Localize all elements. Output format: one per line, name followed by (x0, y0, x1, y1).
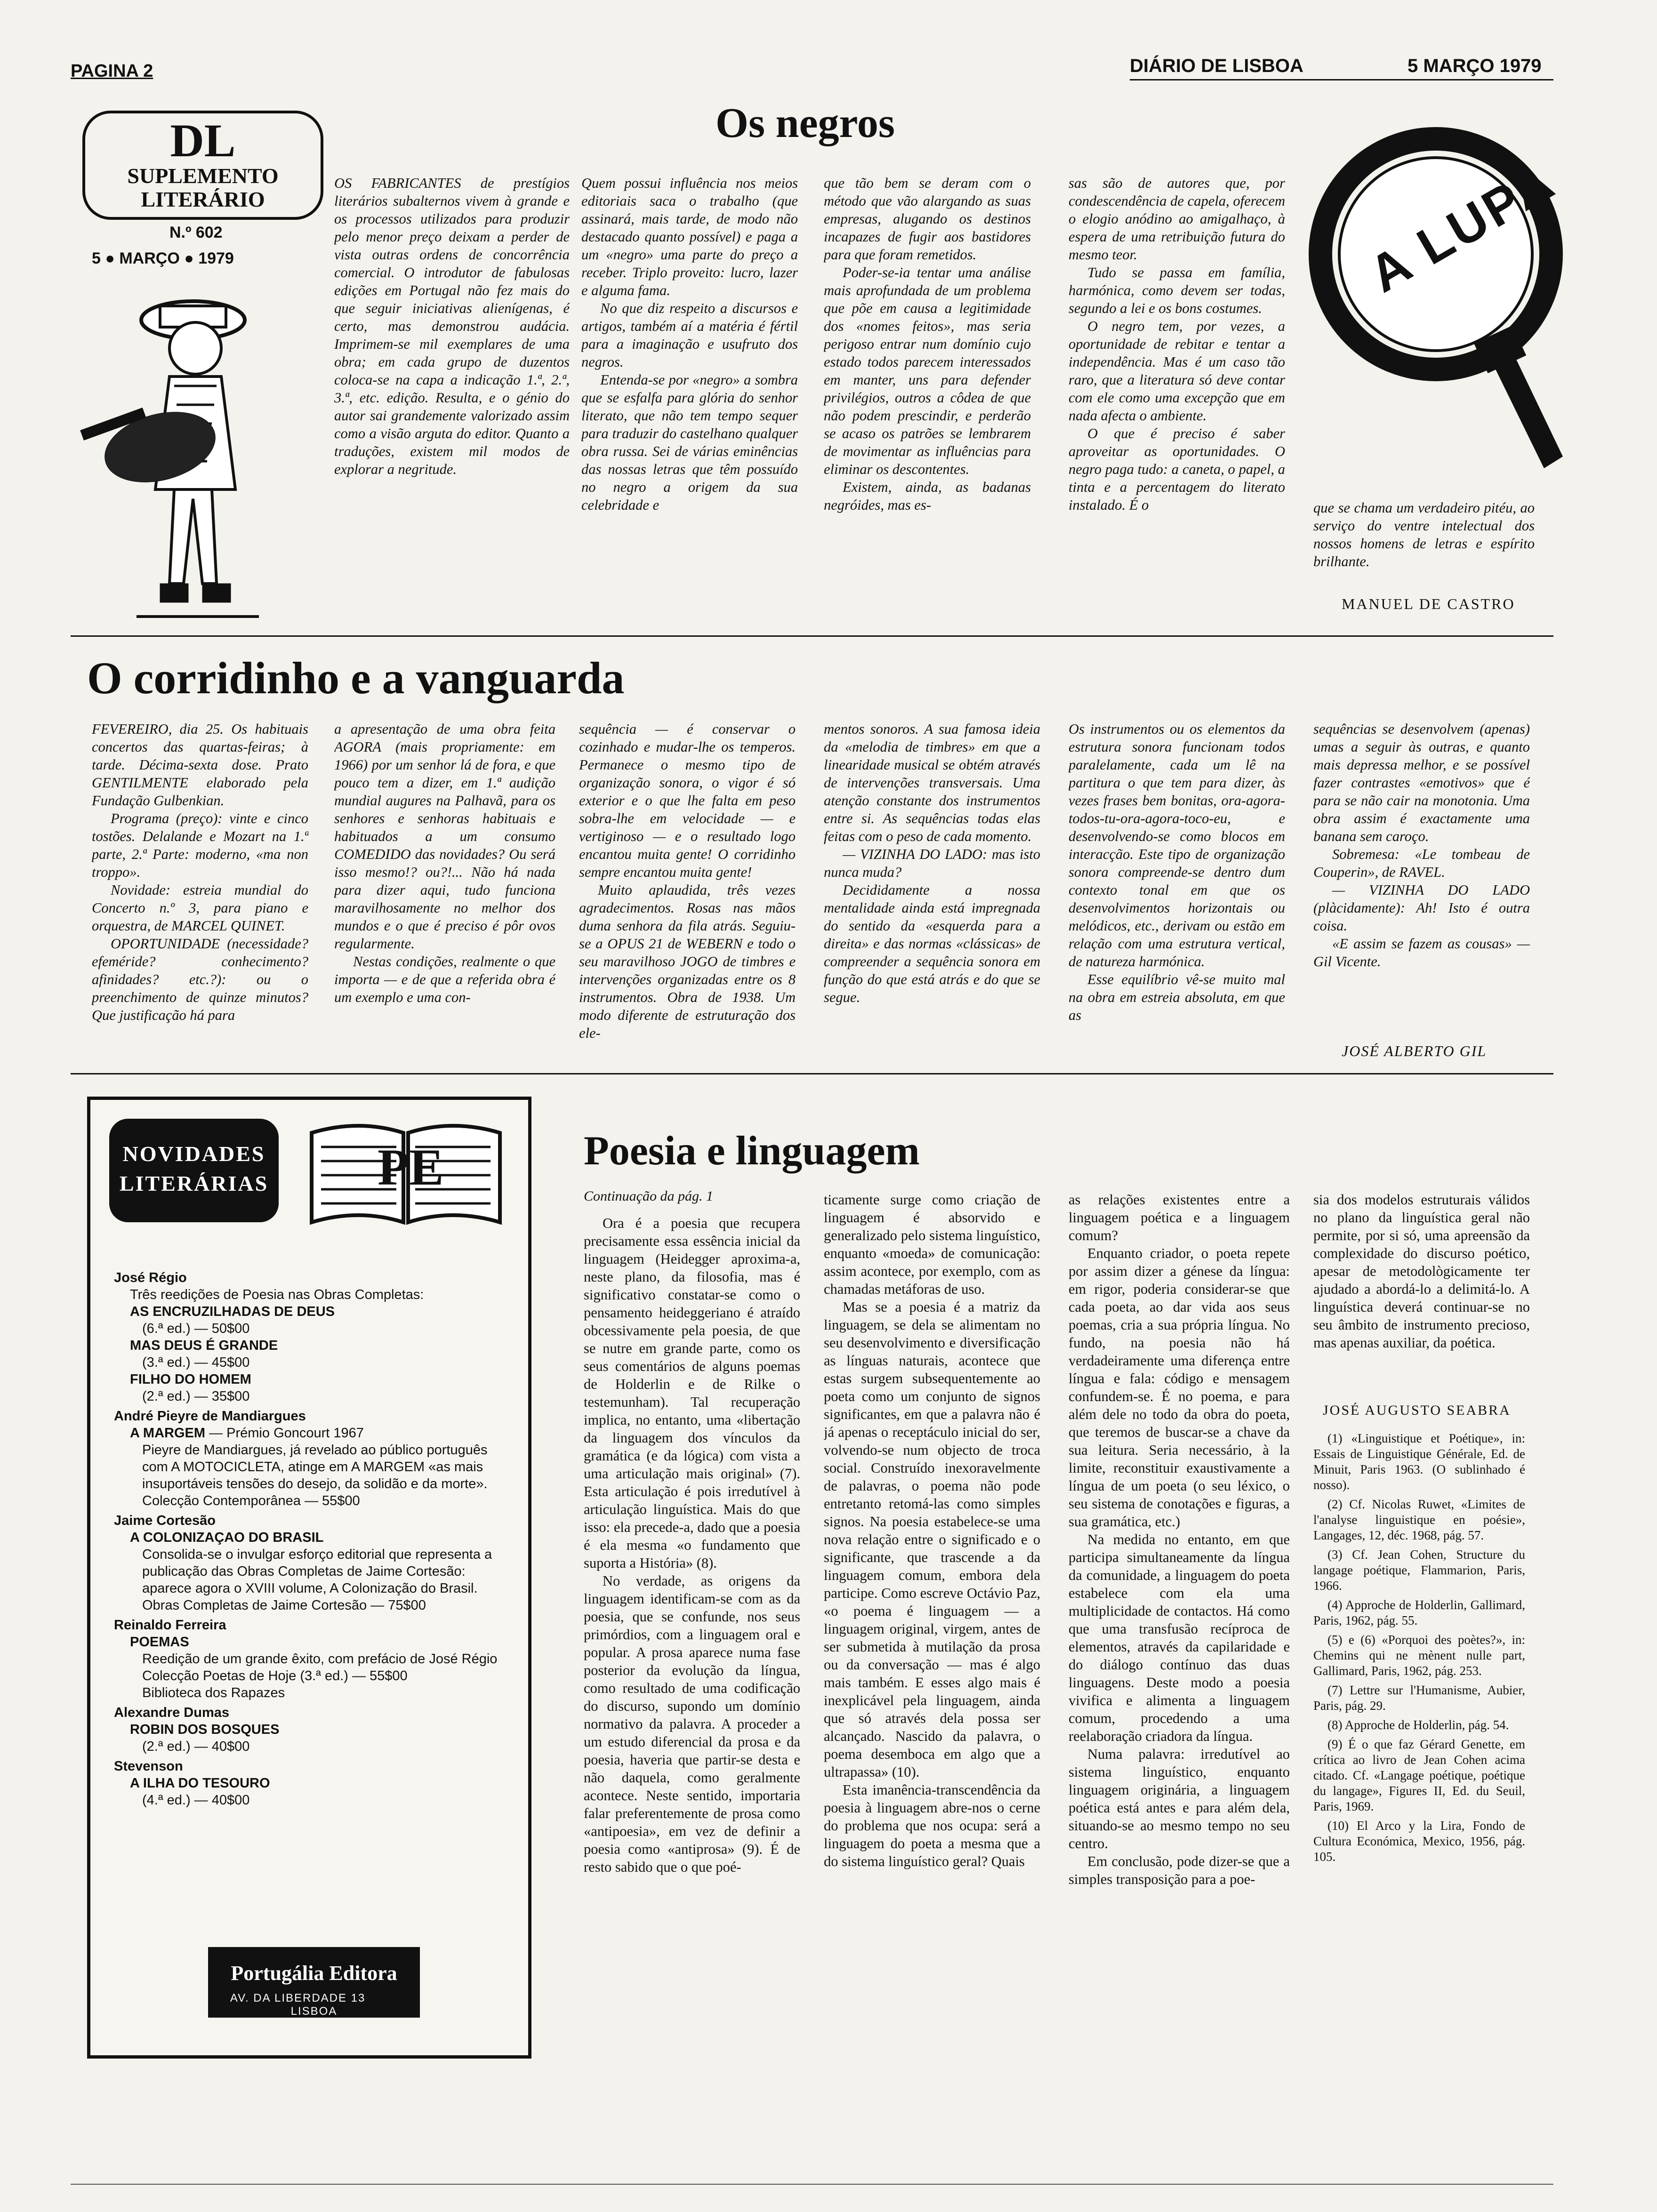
book-collection: Obras Completas de Jaime Cortesão — 75$00 (142, 1598, 426, 1613)
novidades-header (109, 1119, 279, 1222)
book-price: (6.ª ed.) — 50$00 (142, 1321, 250, 1336)
masthead-date: 5 MARÇO 1979 (1408, 56, 1542, 76)
corridinho-col1d: OPORTUNIDADE (necessidade? efeméride? conhecimento? afinidades? etc.?): ou o preenchimento de quinze minutos? Que justificação há para (92, 936, 308, 1023)
book-author-stevenson: Stevenson (114, 1759, 183, 1774)
poesia-col1 (584, 1214, 800, 2179)
negros-col4a: sas são de autores que, por condescendência de capela, oferecem o elogio anódino ao amigalhaço, à espera de uma retribuição futura do mesmo teor. (1069, 175, 1285, 263)
book-price: (3.ª ed.) — 45$00 (142, 1355, 250, 1370)
poesia-col1b: No verdade, as origens da linguagem identificam-se com as da poesia, que se confunde, nos seus primórdios, com a linguagem oral e popular. A prosa aparece numa fase posterior da evolução da língua, como resultado de uma codificação do discurso, supondo um domínio normativo da palavra. A proceder a um estudo diferencial da prosa e da poesia, haveria que partir-se desta e não daquela, como geralmente acontece. Neste sentido, importaria falar preferentemente de prosa como «antipoesia», em vez de definir a poesia como «antiprosa» (9). É de resto sabido que o que poé- (584, 1573, 800, 1875)
book-title-line (130, 1425, 505, 1442)
negros-col2a: Quem possui influência nos meios editoriais saca o trabalho (que assinará, mais tarde, de modo não destacado quanto possível) e paga a um «negro» uma parte do preço a receber. Triplo proveito: lucro, lazer e alguma fama. (581, 175, 798, 298)
book-list (114, 1269, 505, 1809)
book-desc: Reedição de um grande êxito, com prefácio de José Régio (142, 1651, 498, 1667)
note-item: (4) Approche de Holderlin, Gallimard, Paris, 1962, pág. 55. (1313, 1598, 1525, 1627)
poesia-col2b: Mas se a poesia é a matriz da linguagem, se dela se alimentam no seu desenvolvimento e diversificação as línguas naturais, acontece que estas surgem subsequentemente ao poeta como um conjunto de signos significantes, em que a palavra não é já apenas o receptáculo inicial do ser, volvendo-se num objecto de troca social. Construído inexoravelmente de palavras, o poema não pode entretanto retomá-las como simples signos. Na poesia estabelece-se uma nova relação entre o significado e o significante, que trascende a da linguagem comum, embora dela participe. Como escreve Octávio Paz, «o poema é linguagem — a linguagem original, virgem, antes de ser submetida à mutilação da prosa ou da conversação — mas é algo mais também. E esses algo mais é inexplicável pela linguagem, ainda que só através dela possa ser alcançado. Nascido da palavra, o poema desemboca em algo que a ultrapassa» (10). (824, 1299, 1040, 1780)
publisher-city: LISBOA (290, 2005, 338, 2018)
book-author-cortesao: Jaime Cortesão (114, 1513, 216, 1528)
poesia-author: JOSÉ AUGUSTO SEABRA (1323, 1403, 1511, 1418)
negros-col3c: Existem, ainda, as badanas negróides, mas es- (824, 479, 1031, 513)
poesia-col4 (1313, 1191, 1530, 1388)
corridinho-col6 (1313, 720, 1530, 1040)
poesia-col3a: as relações existentes entre a linguagem poética e a linguagem comum? (1069, 1192, 1290, 1243)
poesia-continuation: Continuação da pág. 1 (584, 1188, 713, 1204)
negros-col3b: Poder-se-ia tentar uma análise mais aprofundada de um problema que põe em causa a legitimidade dos «nomes feitos», mas seria perigoso entrar num domínio cujo estado todos parecem interessados em manter, uns para defender privilégios, outros a côdea de que não podem prescindir, e perderão se acaso os patrões se lembrarem de movimentar as influências para eliminar os descontentes. (824, 264, 1031, 477)
book-price: (2.ª ed.) — 35$00 (142, 1389, 250, 1404)
corridinho-col1a: FEVEREIRO, dia 25. Os habituais concertos das quartas-feiras; à tarde. Décima-sexta dose. Prato GENTILMENTE elaborado pela Fundação Gulbenkian. (92, 721, 308, 809)
note-item: (8) Approche de Holderlin, pág. 54. (1327, 1718, 1509, 1732)
bottom-rule (71, 2184, 1553, 2185)
svg-text:PE: PE (378, 1138, 444, 1196)
negros-col4d: O que é preciso é saber aproveitar as oportunidades. O negro paga tudo: a caneta, o papel, a tinta e a percentagem do literato instalado. É o (1069, 425, 1285, 513)
book-price: (2.ª ed.) — 40$00 (142, 1739, 250, 1754)
negros-col2c: Entenda-se por «negro» a sombra que se esfalfa para glória do senhor literato, que não tem tempo sequer para traduzir do castelhano qualquer obra russa. Sei de várias eminências das nossas letras que têm possuído no negro a origem da sua celebridade e (581, 372, 798, 513)
poesia-col2c: Esta imanência-transcendência da poesia à linguagem abre-nos o cerne do problema que nos ocupa: será a linguagem do poeta a mesma que a do sistema linguístico geral? Quais (824, 1782, 1040, 1869)
book-author-regio: José Régio (114, 1270, 187, 1285)
publisher-footer (208, 1947, 420, 2018)
corridinho-col6b: Sobremesa: «Le tombeau de Couperin», de RAVEL. (1313, 846, 1530, 880)
note-item: (1) «Linguistique et Poétique», in: Essais de Linguistique Générale, Ed. de Minuit, Paris 1963. (O sublinhado é nosso). (1313, 1431, 1525, 1492)
note-item: (10) El Arco y la Lira, Fondo de Cultura Económica, Mexico, 1956, pág. 105. (1313, 1819, 1525, 1864)
logo-mark: DL (170, 114, 236, 167)
logo-line1: SUPLEMENTO (127, 164, 279, 188)
poesia-col3 (1069, 1191, 1290, 2179)
corridinho-col6c: — VIZINHA DO LADO (plàcidamente): Ah! Isto é outra coisa. (1313, 882, 1530, 934)
book-title[interactable]: POEMAS (130, 1635, 189, 1650)
poesia-title: Poesia e linguagem (584, 1128, 920, 1174)
book-price: (4.ª ed.) — 40$00 (142, 1793, 250, 1808)
note-item: (7) Lettre sur l'Humanisme, Aubier, Paris, pág. 29. (1313, 1683, 1525, 1713)
corridinho-col6a: sequências se desenvolvem (apenas) umas a seguir às outras, e quanto mais depressa melhor, e se possível fazer contrastes «emotivos» que é para se não cair na monotonia. Uma obra assim é exactamente uma banana sem caroço. (1313, 721, 1530, 844)
novidades-box (87, 1097, 531, 2059)
negros-col4b: Tudo se passa em família, harmónica, como devem ser todas, segundo a lei e os bons costumes. (1069, 264, 1285, 316)
poesia-col2 (824, 1191, 1040, 2179)
corridinho-col2a: a apresentação de uma obra feita AGORA (mais propriamente: em 1966) por um senhor lá de fora, e que pouco tem a dizer, em 1.ª audição mundial augures na Palhavã, para os senhores e senhoras habituais e habituados a um consumo COMEDIDO das novidades? Ou será isso mesmo!? ou?!... Não há nada para dizer aqui, tudo funciona maravilhosamente no melhor dos mundos e o que é preciso é pôr ovos regularmente. (334, 721, 555, 952)
book-price: — Prémio Goncourt 1967 (209, 1426, 364, 1441)
negros-col1-text: OS FABRICANTES de prestígios literários subalternos vivem à grande e os processos utilizados para produzir pelo menor preço deixam a perder de vista outras ordens de concorrência comercial. O introdutor de fabulosas edições em Portugal não fez mais do que seguir iniciativas alienígenas, é certo, mas demonstrou audácia. Imprimem-se mil exemplares de uma obra; em cada grupo de duzentos coloca-se na capa a indicação 1.ª, 2.ª, 3.ª, etc. edição. Resulta, e o génio do autor sai grandemente valorizado assim como a visão arguta do editor. Quanto a traduções, existem mil modos de explorar a negritude. (334, 175, 570, 477)
corridinho-col6d: «E assim se fazem as cousas» — Gil Vicente. (1313, 936, 1530, 970)
page-label: PAGINA 2 (71, 61, 153, 81)
corridinho-col4b: — VIZINHA DO LADO: mas isto nunca muda? (824, 846, 1040, 880)
book-title[interactable]: AS ENCRUZILHADAS DE DEUS (130, 1304, 335, 1319)
book-title[interactable]: A ILHA DO TESOURO (130, 1776, 270, 1791)
poesia-col2a: ticamente surge como criação de linguagem é absorvido e generalizado pelo sistema linguístico, enquanto «moeda» de comunicação: assim acontece, por exemplo, com as chamadas metáforas de uso. (824, 1192, 1040, 1297)
novidades-header-line1: NOVIDADES (122, 1142, 265, 1166)
corridinho-col1b: Programa (preço): vinte e cinco tostões. Delalande e Mozart na 1.ª parte, 2.ª Parte: moderno, «ma non troppo». (92, 810, 308, 880)
corridinho-col4c: Decididamente a nossa mentalidade ainda está impregnada do sentido da «esquerda para a direita» e das normas «clássicas» de compreender a sequência sonora em função do que está atrás e do que se segue. (824, 882, 1040, 1005)
publisher-name: Portugália Editora (231, 1962, 397, 1985)
book-author-ferreira: Reinaldo Ferreira (114, 1618, 226, 1633)
book-collection: Colecção Poetas de Hoje (3.ª ed.) — 55$00 (142, 1668, 408, 1683)
corridinho-col5 (1069, 720, 1285, 1082)
book-title[interactable]: A COLONIZAÇAO DO BRASIL (130, 1530, 324, 1545)
poesia-notes (1313, 1431, 1525, 2174)
negros-col3a: que tão bem se deram com o método que vão alargando as suas empresas, alugando os destinos incapazes de fugir aos bastidores para que foram remetidos. (824, 175, 1031, 263)
section-rule-1 (71, 635, 1553, 637)
corridinho-author: JOSÉ ALBERTO GIL (1342, 1042, 1487, 1059)
open-book-icon (307, 1114, 505, 1227)
negros-col1 (334, 174, 570, 617)
poesia-col3b: Enquanto criador, o poeta repete por assim dizer a génese da língua: em rigor, poderia considerar-se que cada poeta, ao dar vida aos seus poemas, cria a sua própria língua. No fundo, na poesia não há verdadeiramente uma diferença entre língua e fala: código e mensagem confundem-se. É no poema, e para além dele no todo da obra do poeta, que teremos de buscar-se a chave da sua leitura. Seria necessário, à la limite, reconstituir exaustivamente a língua de um poeta (o seu léxico, o seu sistema de conotações e figuras, a sua gramática, etc.) (1069, 1245, 1290, 1530)
corridinho-col2b: Nestas condições, realmente o que importa — e de que a referida obra é um exemplo e uma con- (334, 954, 555, 1005)
book-collection: Colecção Contemporânea — 55$00 (142, 1493, 360, 1508)
corridinho-col5b: Esse equilíbrio vê-se muito mal na obra em estreia absoluta, em que as (1069, 971, 1285, 1023)
note-item: (3) Cf. Jean Cohen, Structure du langage poétique, Flammarion, Paris, 1966. (1313, 1547, 1525, 1593)
negros-title: Os negros (716, 100, 895, 146)
book-desc: Pieyre de Mandiargues, já revelado ao público português com A MOTOCICLETA, atinge em A MARGEM «as mais insuportáveis tensões do desejo, da solidão e da morte». (142, 1443, 488, 1491)
supplement-number: N.º 602 (169, 224, 223, 241)
guitarist-illustration (80, 292, 311, 631)
supplement-logo (82, 111, 323, 220)
novidades-header-line2: LITERÁRIAS (119, 1171, 269, 1195)
poesia-col3c: Na medida no entanto, em que participa simultaneamente da língua da comunidade, a linguagem do poeta estabelece com ela uma multiplicidade de contactos. Há como que uma transfusão recíproca de elementos, através da capilaridade e do diálogo contínuo das duas linguagens. Deste modo a poesia vivifica e alimenta a linguagem comum, procedendo a uma reelaboração criadora da língua. (1069, 1531, 1290, 1744)
corridinho-col1 (92, 720, 308, 1082)
section-rule-2 (71, 1073, 1553, 1074)
poesia-col3d: Numa palavra: irredutível ao sistema linguístico, enquanto linguagem originária, a linguagem poética está antes e para além dela, situando-se ao mesmo tempo no seu centro. (1069, 1746, 1290, 1851)
masthead-rule (1130, 79, 1553, 80)
poesia-col1a: Ora é a poesia que recupera precisamente essa essência inicial da linguagem (Heidegger aproxima-a, neste plano, da filosofia, mas é significativo constatar-se como o pensamento heideggeriano é atraído obcessivamente pela poesia, de que se nutre em grande parte, como os seus comentários de alguns poemas de Holderlin e de Rilke o testemunham). Tal recuperação implica, no entanto, uma «libertação da linguagem dos vínculos da gramática (e da lógica) com vista a uma articulação mais original» (7). Esta articulação é pois irredutível à articulação linguística. Mais do que isso: ela precede-a, dado que a poesia é ela mesma «o fundamento que suporta a História» (8). (584, 1215, 800, 1571)
note-item: (9) É o que faz Gérard Genette, em crítica ao livro de Jean Cohen acima citado. Cf. «Langage poétique, poétique du langage», Figures II, Ed. du Seuil, Paris, 1969. (1313, 1737, 1525, 1813)
book-title[interactable]: MAS DEUS É GRANDE (130, 1338, 278, 1353)
corridinho-col3a: sequência — é conservar o cozinhado e mudar-lhe os temperos. Permanece o mesmo tipo de organização sonora, o vigor é só exterior e o que lhe falta em peso sobra-lhe em velocidade — e vertiginoso — e o resultado logo encantou muita gente! O corridinho sempre encantou muita gente! (579, 721, 796, 880)
negros-col4c: O negro tem, por vezes, a oportunidade de rebitar e tentar a independência. Mas é um caso tão raro, que a literatura só deve contar com ele como uma excepção que em nada afecta o ambiente. (1069, 318, 1285, 424)
note-item: (2) Cf. Nicolas Ruwet, «Limites de l'analyse linguistique en poésie», Langages, 12, déc. 1968, pág. 57. (1313, 1497, 1525, 1542)
negros-col5-text: que se chama um verdadeiro pitéu, ao serviço do ventre intelectual dos nossos homens de letras e espírito brilhante. (1313, 500, 1535, 569)
newspaper-name: DIÁRIO DE LISBOA (1130, 56, 1303, 76)
corridinho-col3b: Muito aplaudida, três vezes agradecimentos. Rosas nas mãos duma senhora da fila atrás. Seguiu-se a OPUS 21 de WEBERN e todo o seu maravilhoso JOGO de timbres e intervenções organizadas entre os 8 instrumentos. Obra de 1938. Um modo diferente de estruturação dos ele- (579, 882, 796, 1041)
corridinho-title: O corridinho e a vanguarda (87, 653, 625, 703)
book-title[interactable]: ROBIN DOS BOSQUES (130, 1722, 280, 1737)
publisher-address: AV. DA LIBERDADE 13 (230, 1992, 366, 2004)
book-desc-regio: Três reedições de Poesia nas Obras Completas: (130, 1287, 424, 1302)
book-desc: Consolida-se o invulgar esforço editorial que representa a publicação das Obras Completas de Jaime Cortesão: aparece agora o XVIII volume, A Colonização do Brasil. (142, 1547, 492, 1596)
corridinho-col4 (824, 720, 1040, 1082)
poesia-col3e: Em conclusão, pode dizer-se que a simples transposição para a poe- (1069, 1853, 1290, 1887)
book-collection: Biblioteca dos Rapazes (142, 1685, 285, 1700)
corridinho-col5a: Os instrumentos ou os elementos da estrutura sonora funcionam todos paralelamente, cada um lê na partitura o que tem para dizer, às vezes frases bem bonitas, ora-agora-todos-tu-ora-agora-toco-eu, e desenvolvendo-se como blocos em interacção. Este tipo de organização sonora compreende-se dentro dum contexto tonal em que os desenvolvimentos horizontais ou melódicos, etc., derivam ou estão em relação com uma estrutura vertical, de natureza harmónica. (1069, 721, 1285, 970)
book-author-mandiargues: André Pieyre de Mandiargues (114, 1409, 306, 1424)
supplement-date: 5 ● MARÇO ● 1979 (92, 249, 234, 267)
poesia-col4a: sia dos modelos estruturais válidos no plano da linguística geral não permite, por si só, uma apreensão da complexidade do discurso poético, apesar de metodològicamente ter ajudado a abordá-lo a delimitá-lo. A linguística deverá continuar-se no seu âmbito de instrumento precioso, mas apenas auxiliar, da poética. (1313, 1192, 1530, 1351)
negros-author: MANUEL DE CASTRO (1342, 595, 1515, 612)
negros-col2b: No que diz respeito a discursos e artigos, também aí a matéria é fértil para a imaginação e usufruto dos negros. (581, 300, 798, 370)
negros-col2 (581, 174, 798, 617)
corridinho-col2 (334, 720, 555, 1082)
corridinho-col4a: mentos sonoros. A sua famosa ideia da «melodia de timbres» em que a linearidade musical se obtém através de intervenções transversais. Uma atenção constante dos instrumentos entre si. As sequências todas elas feitas com o peso de cada momento. (824, 721, 1040, 844)
book-title[interactable]: A MARGEM (130, 1426, 206, 1441)
negros-col4 (1069, 174, 1285, 617)
note-item: (5) e (6) «Porquoi des poètes?», in: Chemins qui ne mènent nulle part, Gallimard, Paris, 1962, pág. 253. (1313, 1633, 1525, 1678)
negros-col3 (824, 174, 1031, 617)
book-author-dumas: Alexandre Dumas (114, 1705, 229, 1720)
corridinho-col3 (579, 720, 796, 1082)
corridinho-col1c: Novidade: estreia mundial do Concerto n.º 3, para piano e orquestra, de MARCEL QUINET. (92, 882, 308, 934)
negros-col5 (1313, 499, 1535, 584)
book-title[interactable]: FILHO DO HOMEM (130, 1372, 251, 1387)
lupa-label: A LUPA (1359, 151, 1565, 304)
logo-line2: LITERÁRIO (141, 187, 265, 211)
